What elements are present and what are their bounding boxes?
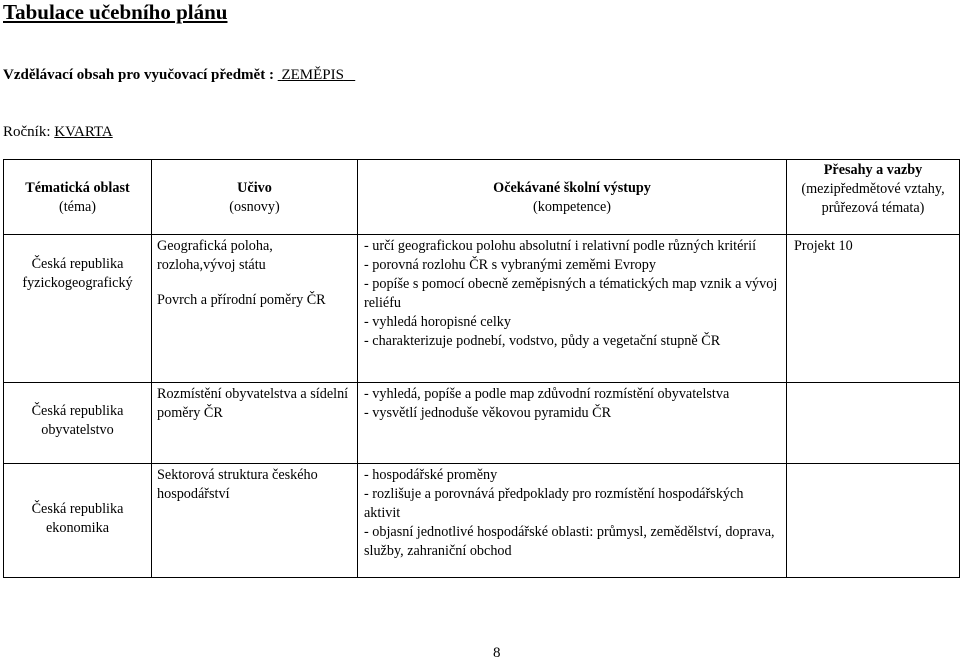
table-row [4,464,960,578]
header-curriculum-subtitle: (osnovy) [229,199,280,215]
row-outcomes [358,464,787,578]
curriculum-table [3,159,960,578]
curriculum-item: Geografická poloha, rozloha,vývoj státu [157,238,273,273]
grade-label: Ročník: [3,124,51,140]
subject-label: Vzdělávací obsah pro vyučovací předmět : [3,67,274,83]
document-title: Tabulace učebního plánu [3,0,228,24]
outcome-item: - vyhledá horopisné celky [364,314,511,330]
row-curriculum [152,383,358,464]
row-curriculum [152,235,358,383]
header-links-subtitle: (mezipředmětové vztahy, průřezová témata) [801,181,945,216]
row-topic: Česká republika obyvatelstvo [4,383,152,464]
grade-line [3,123,113,141]
row-links [787,383,960,464]
header-outcomes-subtitle: (kompetence) [533,199,611,215]
header-outcomes-title: Očekávané školní výstupy [493,180,651,196]
header-topic-title: Tématická oblast [25,180,130,196]
row-topic: Česká republika ekonomika [4,464,152,578]
table-row [4,235,960,383]
header-curriculum [152,160,358,235]
outcome-item: - rozlišuje a porovnává předpoklady pro rozmístění hospodářských aktivit [364,486,744,521]
subject-value-text: ZEMĚPIS [281,67,344,83]
outcome-item: - popíše s pomocí obecně zeměpisných a tématických map vznik a vývoj reliéfu [364,276,778,311]
header-topic-subtitle: (téma) [58,199,97,215]
curriculum-item: Sektorová struktura českého hospodářství [157,467,318,502]
page-number: 8 [493,645,501,661]
header-curriculum-title: Učivo [237,180,272,196]
row-topic: Česká republika fyzickogeografický [4,235,152,383]
subject-value [278,67,356,83]
header-links-title: Přesahy a vazby [823,162,923,178]
curriculum-item: Rozmístění obyvatelstva a sídelní poměry ČR [157,386,349,421]
table-row [4,383,960,464]
row-links [787,464,960,578]
outcome-item: - charakterizuje podnebí, vodstvo, půdy a vegetační stupně ČR [364,333,721,349]
outcome-item: - hospodářské proměny [364,467,498,483]
row-outcomes [358,383,787,464]
outcome-item: - vyhledá, popíše a podle map zdůvodní rozmístění obyvatelstva [364,386,730,402]
row-outcomes [358,235,787,383]
curriculum-item: Povrch a přírodní poměry ČR [157,292,326,308]
header-topic [4,160,152,235]
outcome-item: - objasní jednotlivé hospodářské oblasti: průmysl, zemědělství, doprava, služby, zahraniční obchod [364,524,775,559]
header-links [787,160,960,235]
outcome-item: - určí geografickou polohu absolutní i relativní podle různých kritérií [364,238,757,254]
row-curriculum [152,464,358,578]
grade-value: KVARTA [54,124,113,140]
subject-line [3,66,355,84]
table-header-row [4,160,960,235]
header-outcomes [358,160,787,235]
outcome-item: - porovná rozlohu ČR s vybranými zeměmi Evropy [364,257,656,273]
row-links: Projekt 10 [787,235,960,383]
outcome-item: - vysvětlí jednoduše věkovou pyramidu ČR [364,405,612,421]
